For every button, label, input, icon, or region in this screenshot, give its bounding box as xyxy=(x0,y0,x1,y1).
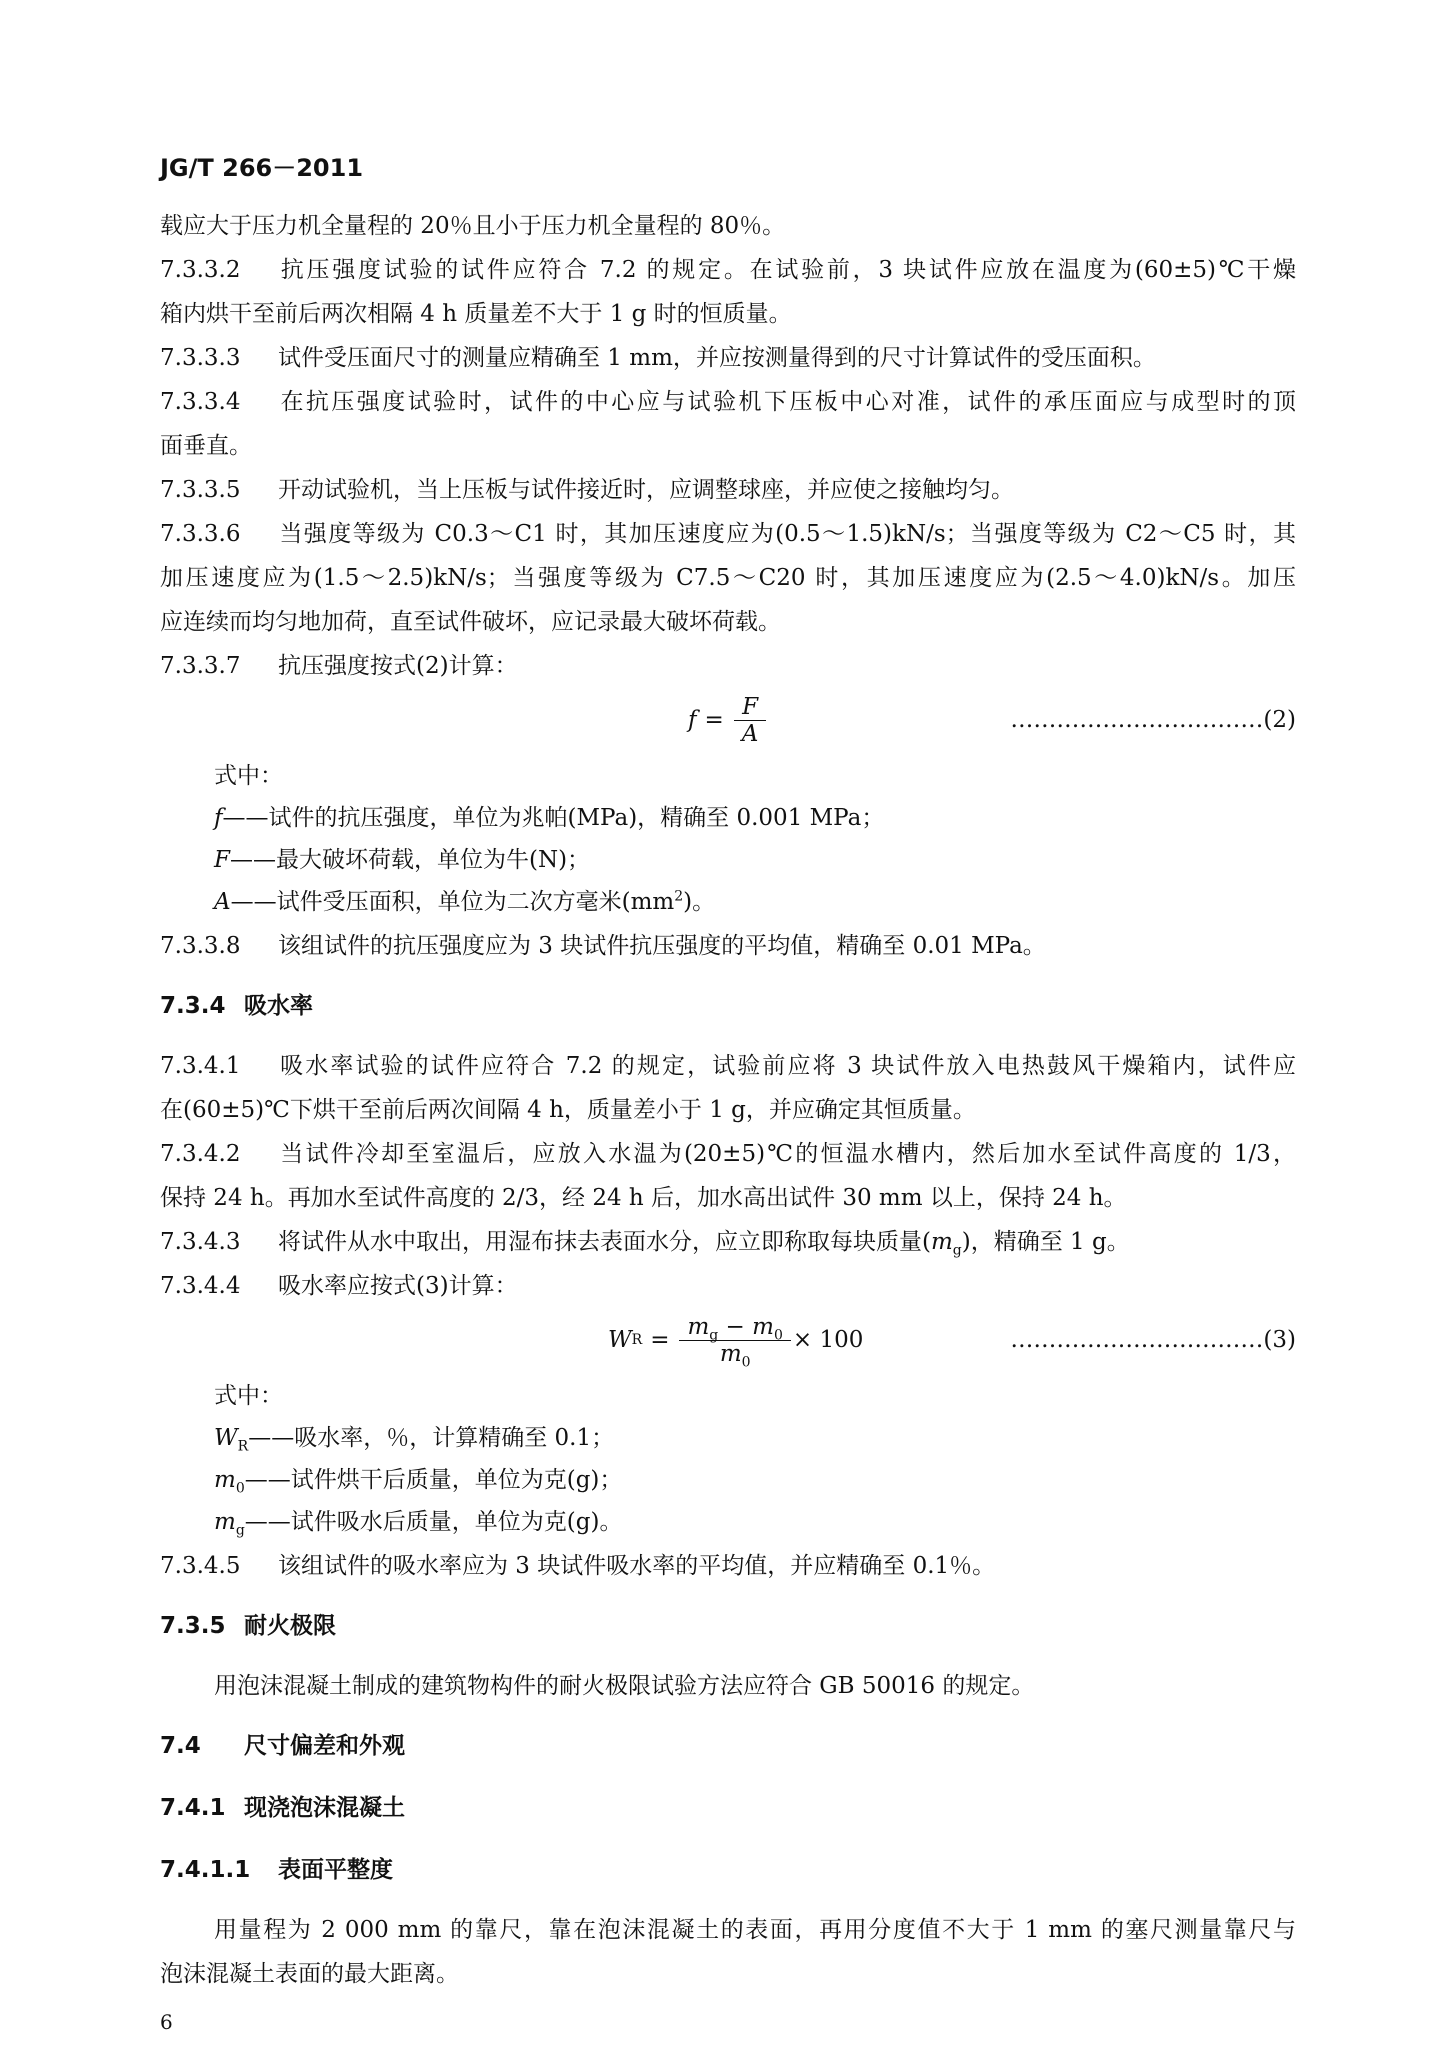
fraction-denominator xyxy=(679,1340,790,1371)
m0-subscript: 0 xyxy=(773,1327,783,1344)
definition-tail: )。 xyxy=(683,889,716,915)
m0-symbol: m xyxy=(752,1313,774,1340)
mg-symbol: m xyxy=(687,1313,710,1340)
mg-subscript: g xyxy=(709,1327,719,1344)
formula-2 xyxy=(688,690,768,750)
mg-symbol: m xyxy=(930,1229,953,1255)
clause-number: 7.3.3.6 xyxy=(160,521,241,547)
clause-text: 在抗压强度试验时，试件的中心应与试验机下压板中心对准，试件的承压面应与成型时的顶 xyxy=(278,389,1296,415)
symbol: f xyxy=(214,805,223,831)
clause-text: 吸水率试验的试件应符合 7.2 的规定，试验前应将 3 块试件放入电热鼓风干燥箱内，试件应 xyxy=(278,1053,1296,1079)
heading-title: 耐火极限 xyxy=(244,1613,336,1639)
definition-F xyxy=(214,842,1296,878)
paragraph-continuation: 载应大于压力机全量程的 20％且小于压力机全量程的 80％。 xyxy=(160,213,786,239)
clause-number: 7.3.4.4 xyxy=(160,1273,241,1299)
definition-f xyxy=(214,800,1296,836)
heading-7-4 xyxy=(160,1728,1296,1764)
subscript: g xyxy=(235,1522,245,1539)
clause-number: 7.3.3.3 xyxy=(160,345,241,371)
clause-7-3-4-5 xyxy=(160,1548,1296,1584)
clause-7-3-3-3 xyxy=(160,340,1296,376)
where-label: 式中： xyxy=(214,1383,283,1409)
clause-7-3-4-1-line-2: 在(60±5)℃下烘干至前后两次间隔 4 h，质量差小于 1 g，并应确定其恒质量。 xyxy=(160,1097,976,1123)
clause-number: 7.3.4.1 xyxy=(160,1053,241,1079)
heading-number: 7.4.1.1 xyxy=(160,1857,251,1883)
minus-sign: − xyxy=(718,1313,753,1340)
clause-text: 将试件从水中取出，用湿布抹去表面水分，应立即称取每块质量( xyxy=(278,1229,931,1255)
heading-7-4-1-1 xyxy=(160,1852,1296,1888)
clause-text: 抗压强度试验的试件应符合 7.2 的规定。在试验前，3 块试件应放在温度为(60±5)℃干燥 xyxy=(278,257,1296,283)
clause-number: 7.3.4.3 xyxy=(160,1229,241,1255)
symbol: F xyxy=(214,847,230,873)
clause-7-3-3-2-line-1 xyxy=(160,252,1296,288)
clause-7-3-3-6-line-2: 加压速度应为(1.5～2.5)kN/s；当强度等级为 C7.5～C20 时，其加压速度应为(2.5～4.0)kN/s。加压 xyxy=(160,565,1296,591)
definition-A xyxy=(214,884,1296,920)
clause-number: 7.3.3.4 xyxy=(160,389,241,415)
definition-text: 试件的抗压强度，单位为兆帕(MPa)，精确至 0.001 MPa； xyxy=(268,805,885,831)
equals-sign: = xyxy=(704,707,724,733)
dash: —— xyxy=(244,1467,291,1493)
heading-7-3-5 xyxy=(160,1608,1296,1644)
formula-3: W R = $\frac{m_g - m_0}{m_0}$ × 100 xyxy=(608,1313,864,1371)
clause-number: 7.3.3.7 xyxy=(160,653,241,679)
clause-7-3-3-6-line-1 xyxy=(160,516,1296,552)
symbol: m xyxy=(214,1467,236,1493)
clause-text: 该组试件的抗压强度应为 3 块试件抗压强度的平均值，精确至 0.01 MPa。 xyxy=(278,933,1046,959)
clause-7-3-3-4-line-1 xyxy=(160,384,1296,420)
subscript: 0 xyxy=(235,1480,245,1497)
definition-text: 最大破坏荷载，单位为牛(N)； xyxy=(275,847,591,873)
m0-symbol: m xyxy=(719,1340,742,1367)
clause-7-3-3-6-line-3: 应连续而均匀地加荷，直至试件破坏，应记录最大破坏荷载。 xyxy=(160,609,781,635)
heading-number: 7.4.1 xyxy=(160,1795,226,1821)
clause-text: 当试件冷却至室温后，应放入水温为(20±5)℃的恒温水槽内，然后加水至试件高度的 1/3， xyxy=(278,1141,1296,1167)
definition-m0 xyxy=(214,1462,1296,1498)
heading-7-4-1 xyxy=(160,1790,1296,1826)
clause-7-3-5-text: 用泡沫混凝土制成的建筑物构件的耐火极限试验方法应符合 GB 50016 的规定。 xyxy=(214,1673,1035,1699)
fraction-numerator xyxy=(683,1313,786,1344)
equation-number-3: ……………………………(3) xyxy=(1010,1327,1296,1353)
clause-7-3-3-7 xyxy=(160,648,1296,684)
clause-text: 该组试件的吸水率应为 3 块试件吸水率的平均值，并应精确至 0.1％。 xyxy=(278,1553,996,1579)
standard-code-header: JG/T 266－2011 xyxy=(160,154,364,182)
clause-7-3-4-4 xyxy=(160,1268,1296,1304)
heading-title: 现浇泡沫混凝土 xyxy=(244,1795,405,1821)
heading-title: 表面平整度 xyxy=(278,1857,393,1883)
fraction-denominator: A xyxy=(734,720,767,747)
dash: —— xyxy=(222,805,269,831)
symbol: W xyxy=(214,1425,238,1451)
clause-text: 试件受压面尺寸的测量应精确至 1 mm，并应按测量得到的尺寸计算试件的受压面积。 xyxy=(278,345,1156,371)
definition-mg xyxy=(214,1504,1296,1540)
superscript: 2 xyxy=(674,888,684,905)
definition-text: 试件吸水后质量，单位为克(g)。 xyxy=(290,1509,623,1535)
times-100: × 100 xyxy=(792,1327,864,1353)
mg-subscript: g xyxy=(952,1242,962,1259)
heading-title: 吸水率 xyxy=(244,993,313,1019)
definition-text: 吸水率，％，计算精确至 0.1； xyxy=(294,1425,615,1451)
clause-7-3-4-2-line-1 xyxy=(160,1136,1296,1172)
clause-7-3-3-5 xyxy=(160,472,1296,508)
equals-sign: = xyxy=(650,1327,670,1353)
heading-number: 7.4 xyxy=(160,1733,201,1759)
dash: —— xyxy=(248,1425,295,1451)
definition-text: 试件受压面积，单位为二次方毫米(mm xyxy=(276,889,675,915)
clause-7-3-3-2-line-2: 箱内烘干至前后两次相隔 4 h 质量差不大于 1 g 时的恒质量。 xyxy=(160,301,792,327)
dash: —— xyxy=(229,847,276,873)
clause-7-3-3-8 xyxy=(160,928,1296,964)
clause-text: 吸水率应按式(3)计算： xyxy=(278,1273,518,1299)
symbol: m xyxy=(214,1509,236,1535)
definition-WR xyxy=(214,1420,1296,1456)
clause-7-3-3-4-line-2: 面垂直。 xyxy=(160,433,252,459)
page-number: 6 xyxy=(160,2010,173,2034)
fraction xyxy=(683,1313,786,1371)
symbol: A xyxy=(214,889,231,915)
fraction xyxy=(738,694,763,747)
clause-7-4-1-1-line-1: 用量程为 2 000 mm 的靠尺，靠在泡沫混凝土的表面，再用分度值不大于 1 mm 的塞尺测量靠尺与 xyxy=(214,1917,1296,1943)
clause-7-3-4-3 xyxy=(160,1224,1296,1260)
clause-number: 7.3.4.5 xyxy=(160,1553,241,1579)
heading-title: 尺寸偏差和外观 xyxy=(244,1733,405,1759)
formula-lhs: W xyxy=(608,1327,632,1353)
clause-number: 7.3.3.8 xyxy=(160,933,241,959)
clause-text: 当强度等级为 C0.3～C1 时，其加压速度应为(0.5～1.5)kN/s；当强度等级为 C2～C5 时，其 xyxy=(278,521,1296,547)
m0-subscript: 0 xyxy=(741,1354,751,1371)
clause-number: 7.3.3.2 xyxy=(160,257,241,283)
definition-text: 试件烘干后质量，单位为克(g)； xyxy=(290,1467,623,1493)
dash: —— xyxy=(230,889,277,915)
formula-lhs: f xyxy=(688,707,697,733)
clause-7-3-4-2-line-2: 保持 24 h。再加水至试件高度的 2/3，经 24 h 后，加水高出试件 30 mm 以上，保持 24 h。 xyxy=(160,1185,1127,1211)
heading-number: 7.3.4 xyxy=(160,993,226,1019)
fraction-numerator: F xyxy=(742,693,759,720)
clause-text-tail: )，精确至 1 g。 xyxy=(961,1229,1130,1255)
heading-7-3-4 xyxy=(160,988,1296,1024)
clause-number: 7.3.4.2 xyxy=(160,1141,241,1167)
where-label: 式中： xyxy=(214,763,283,789)
equation-number-2: ……………………………(2) xyxy=(1010,707,1296,733)
clause-number: 7.3.3.5 xyxy=(160,477,241,503)
dash: —— xyxy=(244,1509,291,1535)
clause-7-3-4-1-line-1 xyxy=(160,1048,1296,1084)
clause-text: 开动试验机，当上压板与试件接近时，应调整球座，并应使之接触均匀。 xyxy=(278,477,1014,503)
clause-7-4-1-1-line-2: 泡沫混凝土表面的最大距离。 xyxy=(160,1961,459,1987)
subscript: R xyxy=(237,1438,249,1455)
heading-number: 7.3.5 xyxy=(160,1613,226,1639)
clause-text: 抗压强度按式(2)计算： xyxy=(278,653,518,679)
